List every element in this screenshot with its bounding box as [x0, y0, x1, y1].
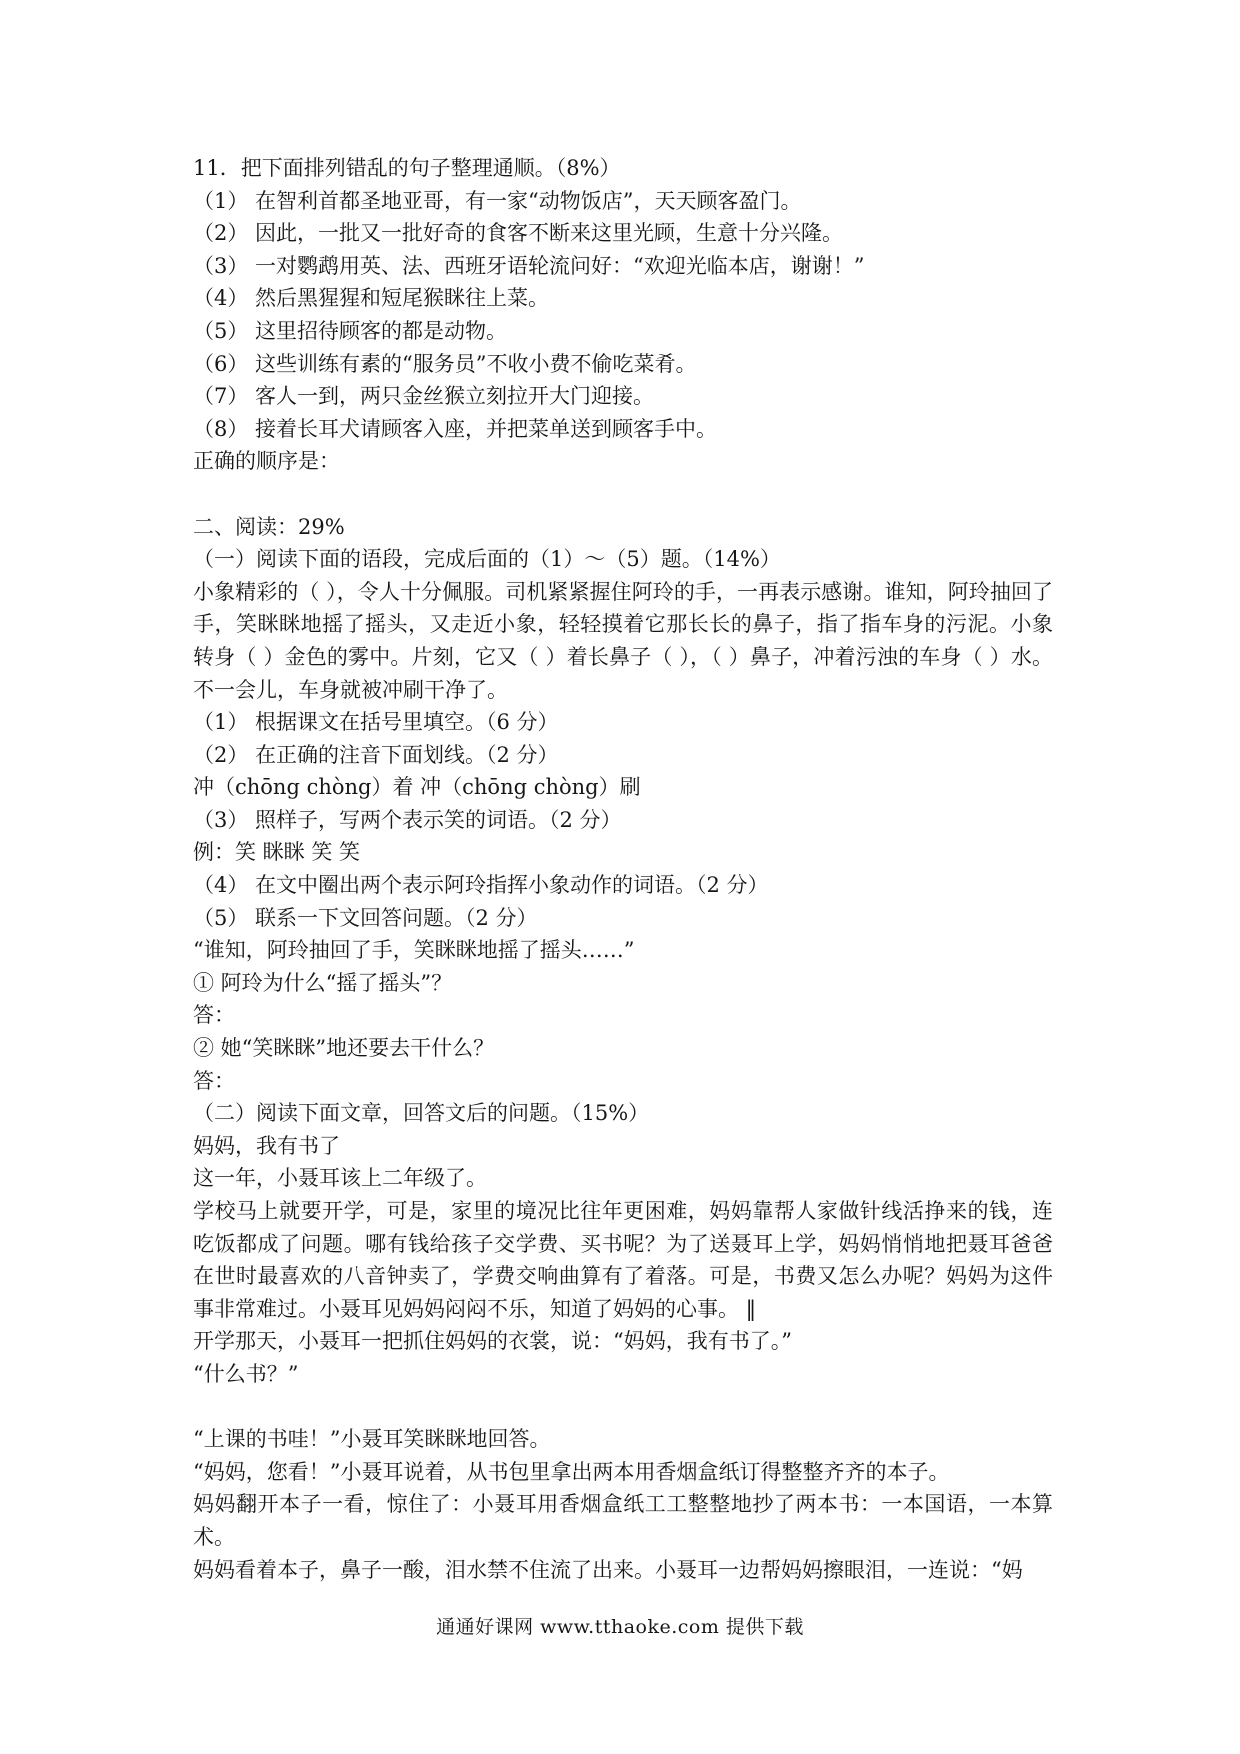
- part1-question-1: [193, 706, 1053, 739]
- sentence-item: [193, 315, 1053, 348]
- sentence-item: [193, 282, 1053, 315]
- sentence-item: [193, 217, 1053, 250]
- story-paragraph: 妈妈翻开本子一看，惊住了：小聂耳用香烟盒纸工工整整地抄了两本书：一本国语，一本算术。: [193, 1492, 1053, 1549]
- answer-label: 答：: [193, 1003, 235, 1028]
- document-body: [193, 152, 1053, 1586]
- question-text: 在文中圈出两个表示阿玲指挥小象动作的词语。（2 分）: [255, 873, 769, 898]
- sentence-text: 在智利首都圣地亚哥，有一家“动物饭店”，天天顾客盈门。: [255, 188, 802, 213]
- sentence-item: [193, 380, 1053, 413]
- answer-label: 答：: [193, 1068, 235, 1093]
- example-line: 例：笑 眯眯 笑 笑: [193, 840, 361, 865]
- part1-title: （一）阅读下面的语段，完成后面的（1）～（5）题。（14%）: [193, 547, 781, 572]
- story-paragraph: 这一年，小聂耳该上二年级了。: [193, 1166, 487, 1191]
- question-text: 在正确的注音下面划线。（2 分）: [255, 742, 559, 767]
- sentence-number: （2）: [193, 221, 249, 246]
- sub-question-1: ① 阿玲为什么“摇了摇头”？: [193, 970, 453, 995]
- story-paragraph: 开学那天，小聂耳一把抓住妈妈的衣裳，说：“妈妈，我有书了。”: [193, 1329, 792, 1354]
- sentence-number: （3）: [193, 253, 249, 278]
- section-title-reading: 二、阅读：29%: [193, 514, 345, 539]
- question-number: （4）: [193, 873, 249, 898]
- question-11-title: 11．把下面排列错乱的句子整理通顺。（8%）: [193, 156, 621, 180]
- part1-question-5: [193, 902, 1053, 935]
- sentence-text: 因此，一批又一批好奇的食客不断来这里光顾，生意十分兴隆。: [255, 221, 843, 246]
- sentence-number: （8）: [193, 416, 249, 441]
- sentence-text: 这里招待顾客的都是动物。: [255, 318, 507, 343]
- question-text: 照样子，写两个表示笑的词语。（2 分）: [255, 807, 622, 832]
- sentence-item: [193, 185, 1053, 218]
- quote-line: “谁知，阿玲抽回了手，笑眯眯地摇了摇头……”: [193, 938, 635, 963]
- sub-question-2: ② 她“笑眯眯”地还要去干什么？: [193, 1036, 495, 1061]
- sentence-text: 一对鹦鹉用英、法、西班牙语轮流问好：“欢迎光临本店，谢谢！”: [255, 253, 865, 278]
- sentence-number: （1）: [193, 188, 249, 213]
- question-number: （5）: [193, 905, 249, 930]
- page-footer: 通通好课网 www.tthaoke.com 提供下载: [436, 1616, 804, 1638]
- sentence-number: （4）: [193, 286, 249, 311]
- part1-question-2: [193, 739, 1053, 772]
- sentence-item: [193, 348, 1053, 381]
- part1-question-3: [193, 804, 1053, 837]
- sentence-item: [193, 250, 1053, 283]
- sentence-text: 然后黑猩猩和短尾猴眯往上菜。: [255, 286, 549, 311]
- sentence-text: 这些训练有素的“服务员”不收小费不偷吃菜肴。: [255, 351, 697, 376]
- sentence-item: [193, 413, 1053, 446]
- pinyin-choice-line: 冲（chōng chòng）着 冲（chōng chòng）刷: [193, 775, 641, 800]
- part2-title: （二）阅读下面文章，回答文后的问题。（15%）: [193, 1101, 650, 1126]
- spacer: [193, 1391, 1053, 1424]
- question-text: 根据课文在括号里填空。（6 分）: [255, 710, 559, 735]
- question-text: 联系一下文回答问题。（2 分）: [255, 905, 538, 930]
- question-number: （3）: [193, 807, 249, 832]
- story-paragraph: “上课的书哇！”小聂耳笑眯眯地回答。: [193, 1427, 551, 1452]
- sentence-text: 接着长耳犬请顾客入座，并把菜单送到顾客手中。: [255, 416, 717, 441]
- story-paragraph: 妈妈看着本子，鼻子一酸，泪水禁不住流了出来。小聂耳一边帮妈妈擦眼泪，一连说：“妈: [193, 1557, 1023, 1582]
- sentence-text: 客人一到，两只金丝猴立刻拉开大门迎接。: [255, 384, 654, 409]
- sentence-number: （5）: [193, 318, 249, 343]
- order-answer-label: 正确的顺序是：: [193, 449, 340, 474]
- question-number: （2）: [193, 742, 249, 767]
- part1-passage: 小象精彩的（ ），令人十分佩服。司机紧紧握住阿玲的手，一再表示感谢。谁知，阿玲抽回了手，笑眯眯地摇了摇头，又走近小象，轻轻摸着它那长长的鼻子，指了指车身的污泥。小象转身（ ）金色的雾中。片刻，它又（ ）着长鼻子（ ），（ ）鼻子，冲着污浊的车身（ ）水。不一会儿，车身就被冲刷干净了。: [193, 579, 1053, 702]
- spacer: [193, 478, 1053, 511]
- story-title: 妈妈，我有书了: [193, 1133, 340, 1158]
- story-paragraph: 学校马上就要开学，可是，家里的境况比往年更困难，妈妈靠帮人家做针线活挣来的钱，连吃饭都成了问题。哪有钱给孩子交学费、买书呢？为了送聂耳上学，妈妈悄悄地把聂耳爸爸在世时最喜欢的八音钟卖了，学费交响曲算有了着落。可是，书费又怎么办呢？妈妈为这件事非常难过。小聂耳见妈妈闷闷不乐，知道了妈妈的心事。 ‖: [193, 1199, 1053, 1321]
- part1-question-4: [193, 869, 1053, 902]
- story-paragraph: “什么书？”: [193, 1361, 299, 1386]
- question-number: （1）: [193, 710, 249, 735]
- sentence-number: （7）: [193, 384, 249, 409]
- story-paragraph: “妈妈，您看！”小聂耳说着，从书包里拿出两本用香烟盒纸订得整整齐齐的本子。: [193, 1459, 950, 1484]
- sentence-number: （6）: [193, 351, 249, 376]
